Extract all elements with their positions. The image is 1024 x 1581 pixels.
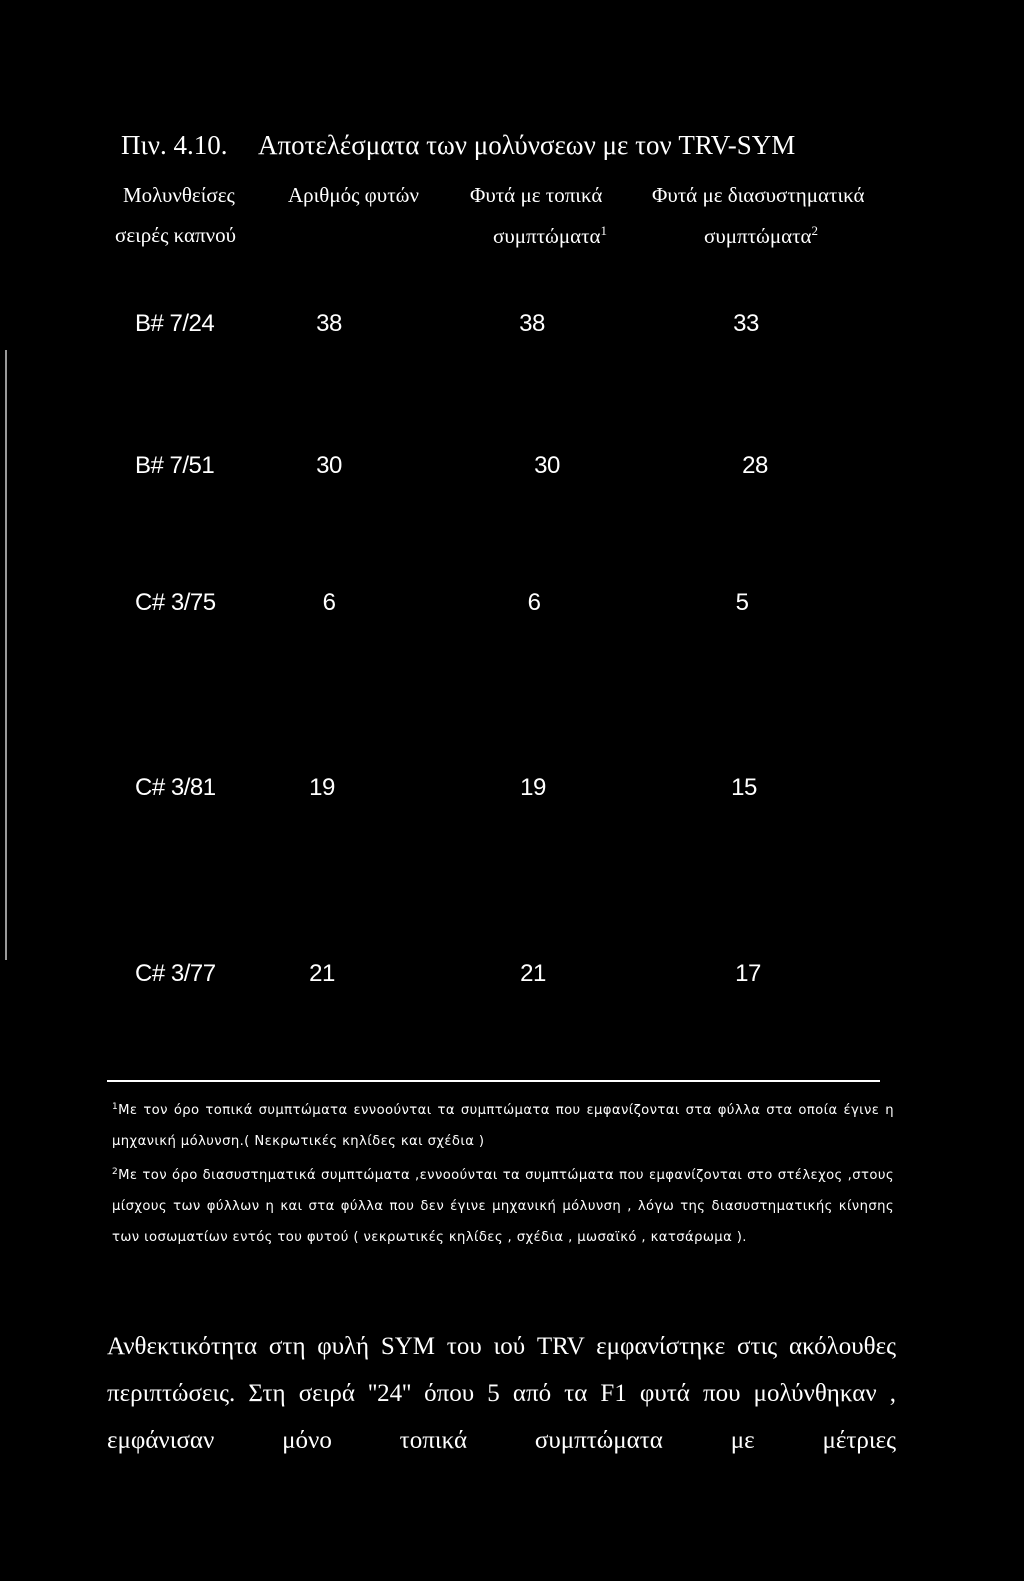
systemic-cell: 5	[735, 589, 749, 616]
local-cell: 21	[520, 960, 546, 987]
footnote-ref-2: 2	[811, 223, 819, 238]
strain-cell: C# 3/75	[135, 589, 216, 616]
header-systemic-text: συμπτώματα	[704, 224, 812, 248]
body-paragraph: Ανθεκτικότητα στη φυλή SYM του ιού TRV εμφανίστηκε στις ακόλουθες περιπτώσεις. Στη σειρά ''24'' όπου 5 από τα F1 φυτά που μολύνθηκαν , εμφάνισαν μόνο τοπικά συμπτώματα με μέτριες	[107, 1333, 896, 1454]
local-cell: 30	[534, 452, 560, 479]
header-strains-line1: Μολυνθείσες	[123, 183, 235, 207]
table-caption: Αποτελέσματα των μολύνσεων με τον TRV-SYM	[258, 130, 796, 160]
footnote-ref-1: 1	[600, 223, 608, 238]
header-local-text: συμπτώματα	[493, 224, 601, 248]
plants-cell: 21	[309, 960, 335, 987]
header-plants-line1: Αριθμός φυτών	[288, 183, 419, 207]
footnote-separator	[107, 1080, 880, 1082]
strain-cell: B# 7/24	[135, 310, 215, 337]
footnote-2-text: Με τον όρο διασυστηματικά συμπτώματα ,εννοούνται τα συμπτώματα που εμφανίζονται στο στέλεχος ,στους μίσχους των φύλλων η και στα φύλλα που δεν έγινε μηχανική μόλυνση , λόγω της διασυστηματικής κίνησης των ιοσωματίων εντός του φυτού ( νεκρωτικές κηλίδες , σχέδια , μωσαϊκό , κατσάρωμα ).	[112, 1168, 894, 1245]
plants-cell: 30	[316, 452, 342, 479]
systemic-cell: 15	[731, 774, 757, 801]
local-cell: 6	[527, 589, 541, 616]
left-edge-rule	[5, 350, 7, 960]
strain-cell: C# 3/81	[135, 774, 216, 801]
footnote-1-text: Με τον όρο τοπικά συμπτώματα εννοούνται τα συμπτώματα που εμφανίζονται στα φύλλα στα οποία έγινε η μηχανική μόλυνση.( Νεκρωτικές κηλίδες και σχέδια )	[112, 1103, 894, 1149]
header-local-line2	[493, 223, 607, 249]
header-local-line1: Φυτά με τοπικά	[470, 183, 603, 207]
footnote-2-mark: 2	[112, 1167, 119, 1177]
plants-cell: 19	[309, 774, 335, 801]
footnote-2	[112, 1157, 894, 1253]
systemic-cell: 28	[742, 452, 768, 479]
local-cell: 19	[520, 774, 546, 801]
plants-cell: 6	[322, 589, 336, 616]
strain-cell: C# 3/77	[135, 960, 216, 987]
table-number: Πιν. 4.10.	[121, 130, 228, 160]
strain-cell: B# 7/51	[135, 452, 215, 479]
header-systemic-line1: Φυτά με διασυστηματικά	[652, 183, 865, 207]
systemic-cell: 17	[735, 960, 761, 987]
footnote-1-mark: 1	[112, 1102, 119, 1112]
header-strains-line2: σειρές καπνού	[115, 223, 237, 247]
header-systemic-line2	[704, 223, 818, 249]
footnote-1	[112, 1092, 894, 1157]
systemic-cell: 33	[733, 310, 759, 337]
plants-cell: 38	[316, 310, 342, 337]
local-cell: 38	[519, 310, 545, 337]
footnotes	[112, 1092, 894, 1253]
